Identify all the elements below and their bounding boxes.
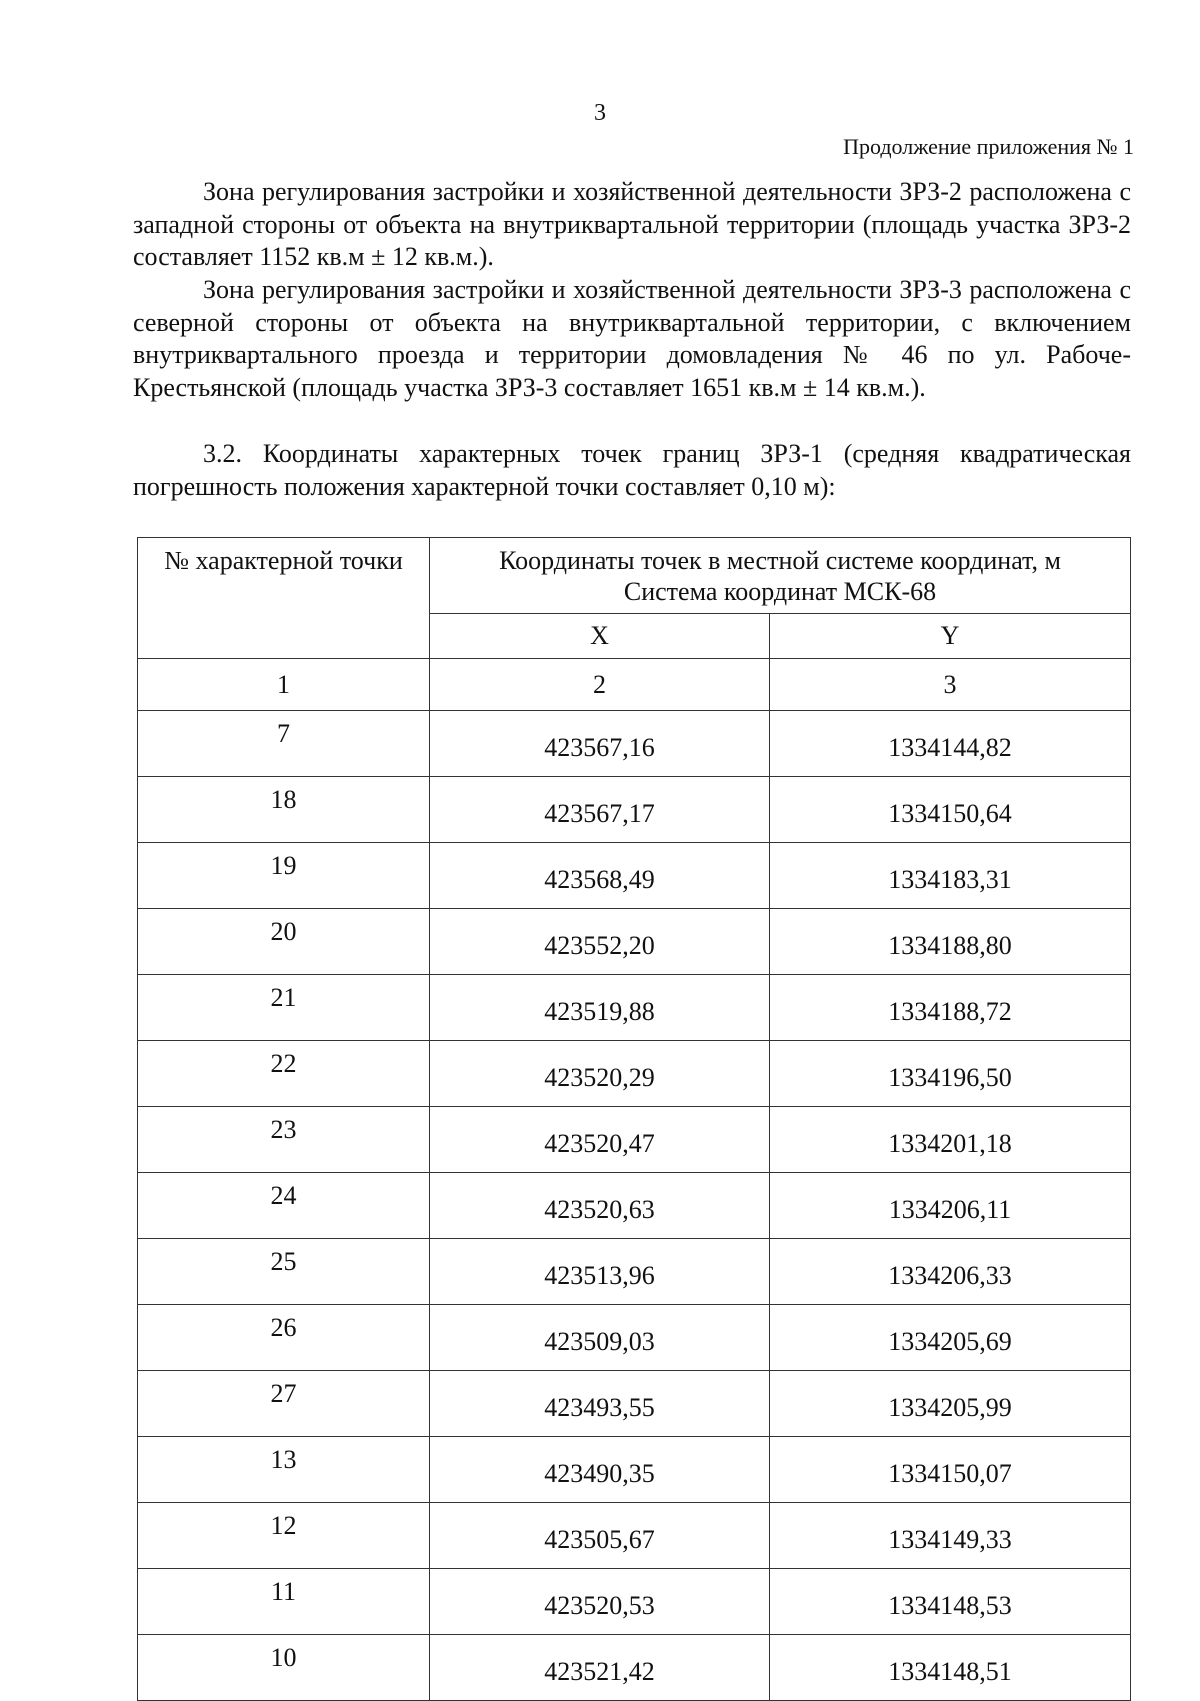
table-row [138, 1041, 1131, 1107]
coord-y: 1334188,72 [770, 975, 1131, 1041]
coord-y: 1334183,31 [770, 843, 1131, 909]
coord-y: 1334188,80 [770, 909, 1131, 975]
table-row [138, 711, 1131, 777]
table-row [138, 909, 1131, 975]
column-number: 1 [138, 659, 430, 711]
point-number: 27 [138, 1371, 430, 1437]
coord-x: 423519,88 [430, 975, 770, 1041]
coord-y: 1334206,11 [770, 1173, 1131, 1239]
header-system-line1: Координаты точек в местной системе координат, м [499, 545, 1061, 575]
appendix-note: Продолжение приложения № 1 [843, 134, 1134, 159]
header-coordinate-system [430, 538, 1131, 614]
coord-x: 423521,42 [430, 1635, 770, 1701]
coord-y: 1334148,53 [770, 1569, 1131, 1635]
point-number: 10 [138, 1635, 430, 1701]
column-number: 2 [430, 659, 770, 711]
coord-x: 423552,20 [430, 909, 770, 975]
coord-y: 1334196,50 [770, 1041, 1131, 1107]
coord-x: 423490,35 [430, 1437, 770, 1503]
point-number: 11 [138, 1569, 430, 1635]
header-point-number: № характерной точки [138, 538, 430, 659]
table-row [138, 975, 1131, 1041]
coord-y: 1334144,82 [770, 711, 1131, 777]
coordinates-table [137, 537, 1131, 1701]
table-row [138, 1173, 1131, 1239]
coord-y: 1334150,07 [770, 1437, 1131, 1503]
coord-y: 1334149,33 [770, 1503, 1131, 1569]
coord-y: 1334148,51 [770, 1635, 1131, 1701]
coord-y: 1334201,18 [770, 1107, 1131, 1173]
coord-x: 423520,63 [430, 1173, 770, 1239]
point-number: 18 [138, 777, 430, 843]
point-number: 12 [138, 1503, 430, 1569]
coord-x: 423520,53 [430, 1569, 770, 1635]
table-row [138, 1437, 1131, 1503]
point-number: 26 [138, 1305, 430, 1371]
coord-x: 423567,16 [430, 711, 770, 777]
table-row [138, 1107, 1131, 1173]
table-row [138, 1503, 1131, 1569]
paragraph-zrz-2 [133, 176, 1131, 274]
coord-x: 423513,96 [430, 1239, 770, 1305]
point-number: 22 [138, 1041, 430, 1107]
coord-x: 423567,17 [430, 777, 770, 843]
column-number: 3 [770, 659, 1131, 711]
table-row [138, 843, 1131, 909]
point-number: 7 [138, 711, 430, 777]
point-number: 21 [138, 975, 430, 1041]
coord-y: 1334150,64 [770, 777, 1131, 843]
table-row [138, 777, 1131, 843]
coord-y: 1334205,69 [770, 1305, 1131, 1371]
coord-x: 423520,29 [430, 1041, 770, 1107]
point-number: 13 [138, 1437, 430, 1503]
coord-x: 423520,47 [430, 1107, 770, 1173]
coord-x: 423505,67 [430, 1503, 770, 1569]
header-system-line2: Система координат МСК-68 [623, 576, 937, 606]
point-number: 23 [138, 1107, 430, 1173]
coord-x: 423493,55 [430, 1371, 770, 1437]
paragraph-coordinates-intro [133, 438, 1131, 503]
paragraph-text: Зона регулирования застройки и хозяйственной деятельности ЗРЗ-2 расположена с западной стороны от объекта на внутриквартальной территории (площадь участка ЗРЗ-2 составляет 1152 кв.м ± 12 кв.м.). [133, 177, 1131, 272]
table-row [138, 1371, 1131, 1437]
table-row [138, 1569, 1131, 1635]
table-row [138, 1305, 1131, 1371]
header-x: X [430, 614, 770, 659]
point-number: 25 [138, 1239, 430, 1305]
point-number: 20 [138, 909, 430, 975]
paragraph-text: 3.2. Координаты характерных точек границ ЗРЗ-1 (средняя квадратическая погрешность положения характерной точки составляет 0,10 м): [133, 439, 1131, 501]
point-number: 24 [138, 1173, 430, 1239]
paragraph-zrz-3 [133, 274, 1131, 404]
table-row [138, 1635, 1131, 1701]
point-number: 19 [138, 843, 430, 909]
coord-y: 1334206,33 [770, 1239, 1131, 1305]
coord-x: 423509,03 [430, 1305, 770, 1371]
header-y: Y [770, 614, 1131, 659]
page-number: 3 [594, 100, 606, 126]
table-row [138, 1239, 1131, 1305]
paragraph-text: Зона регулирования застройки и хозяйственной деятельности ЗРЗ-3 расположена с северной стороны от объекта на внутриквартальной территории, с включением внутриквартального проезда и территории домовладения № 46 по ул. Рабоче-Крестьянской (площадь участка ЗРЗ-3 составляет 1651 кв.м ± 14 кв.м.). [133, 275, 1131, 402]
coord-x: 423568,49 [430, 843, 770, 909]
coord-y: 1334205,99 [770, 1371, 1131, 1437]
